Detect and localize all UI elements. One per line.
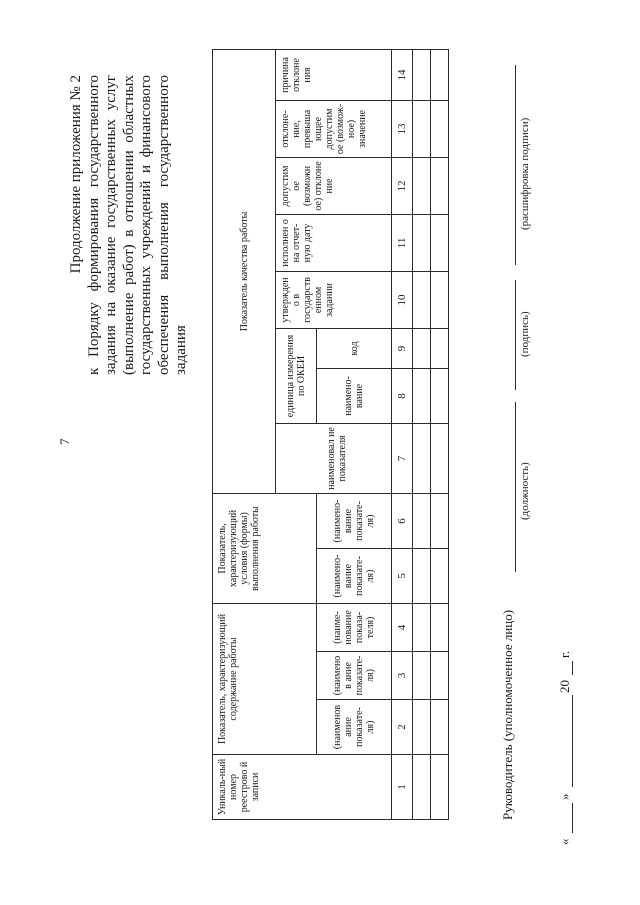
signature-line[interactable] bbox=[515, 280, 516, 390]
empty-cell[interactable] bbox=[431, 157, 449, 214]
header-content-col-2: (наименов ание показате-ля) bbox=[317, 652, 392, 700]
empty-cell[interactable] bbox=[431, 493, 449, 548]
empty-cell[interactable] bbox=[413, 100, 431, 157]
empty-cell[interactable] bbox=[413, 700, 431, 755]
position-line[interactable] bbox=[515, 402, 516, 572]
decode-line[interactable] bbox=[515, 65, 516, 265]
column-number: 5 bbox=[392, 548, 413, 603]
table-row bbox=[413, 49, 431, 819]
column-number: 14 bbox=[392, 49, 413, 100]
header-quality-group: Показатель качества работы bbox=[213, 49, 276, 493]
column-number: 1 bbox=[392, 755, 413, 820]
header-unit-name: наимено-вание bbox=[317, 368, 392, 423]
report-table bbox=[212, 49, 449, 820]
empty-cell[interactable] bbox=[413, 271, 431, 328]
empty-cell[interactable] bbox=[413, 423, 431, 493]
column-number: 8 bbox=[392, 368, 413, 423]
column-number: 10 bbox=[392, 271, 413, 328]
column-number: 6 bbox=[392, 493, 413, 548]
header-reason: причина отклоне ния bbox=[276, 49, 392, 100]
date-suffix: г. bbox=[557, 650, 572, 658]
header-approved: утвержден о в государств енном задании bbox=[276, 271, 392, 328]
header-unique-record: Уникаль-ный номер реестрово й записи bbox=[213, 755, 392, 820]
date-open-quote: « bbox=[557, 838, 572, 845]
date-year-line[interactable] bbox=[572, 661, 573, 675]
empty-cell[interactable] bbox=[431, 271, 449, 328]
column-number: 13 bbox=[392, 100, 413, 157]
appendix-header bbox=[68, 75, 191, 375]
date-month-line[interactable] bbox=[572, 695, 573, 787]
date-day-line[interactable] bbox=[572, 803, 573, 833]
column-number: 12 bbox=[392, 157, 413, 214]
column-number: 3 bbox=[392, 652, 413, 700]
column-number: 7 bbox=[392, 423, 413, 493]
column-number: 2 bbox=[392, 700, 413, 755]
signature-caption: (подпись) bbox=[519, 311, 531, 357]
column-number: 11 bbox=[392, 214, 413, 271]
header-allowed-deviation: допустим ое (возможн ое) отклоне ние bbox=[276, 157, 392, 214]
empty-cell[interactable] bbox=[413, 493, 431, 548]
decode-caption: (расшифровка подписи) bbox=[519, 117, 531, 230]
header-content-col-3: (наиме-нование показа-теля) bbox=[317, 603, 392, 651]
empty-cell[interactable] bbox=[431, 49, 449, 100]
column-number: 4 bbox=[392, 603, 413, 651]
empty-cell[interactable] bbox=[431, 603, 449, 651]
empty-cell[interactable] bbox=[431, 328, 449, 368]
empty-cell[interactable] bbox=[431, 100, 449, 157]
empty-cell[interactable] bbox=[413, 755, 431, 820]
table-row bbox=[431, 49, 449, 819]
empty-cell[interactable] bbox=[431, 368, 449, 423]
date-year-prefix: 20 bbox=[557, 680, 572, 693]
empty-cell[interactable] bbox=[431, 755, 449, 820]
empty-cell[interactable] bbox=[413, 49, 431, 100]
header-excess-deviation: отклоне-ние, превыша ющее допустим ое (возмож-ное) значение bbox=[276, 100, 392, 157]
empty-cell[interactable] bbox=[413, 652, 431, 700]
empty-cell[interactable] bbox=[413, 328, 431, 368]
header-indicator-name: наименовал ие показателя bbox=[276, 423, 392, 493]
header-content-col-1: (наименов ание показате-ля) bbox=[317, 700, 392, 755]
position-caption: (должность) bbox=[519, 462, 531, 520]
empty-cell[interactable] bbox=[431, 423, 449, 493]
header-executed: исполнен о на отчет-ную дату bbox=[276, 214, 392, 271]
header-unit-group: единица измерения по ОКЕИ bbox=[276, 328, 317, 423]
header-content-group: Показатель, характеризующий содержание работы bbox=[213, 603, 317, 754]
appendix-title: Продолжение приложения № 2 bbox=[68, 75, 84, 274]
header-conditions-col-1: (наимено-вание показате-ля) bbox=[317, 548, 392, 603]
empty-cell[interactable] bbox=[431, 652, 449, 700]
empty-cell[interactable] bbox=[431, 214, 449, 271]
header-unit-code: код bbox=[317, 328, 392, 368]
header-conditions-col-2: (наимено-вание показате-ля) bbox=[317, 493, 392, 548]
header-conditions-group: Показатель, характеризующий условия (формы) выполнения работы bbox=[213, 493, 317, 603]
head-label: Руководитель (уполномоченное лицо) bbox=[500, 609, 515, 820]
date-close-quote: » bbox=[557, 793, 572, 800]
empty-cell[interactable] bbox=[431, 700, 449, 755]
empty-cell[interactable] bbox=[431, 548, 449, 603]
empty-cell[interactable] bbox=[413, 368, 431, 423]
empty-cell[interactable] bbox=[413, 157, 431, 214]
empty-cell[interactable] bbox=[413, 603, 431, 651]
column-number: 9 bbox=[392, 328, 413, 368]
appendix-text: к Порядку формирования государственного задания на оказание государственных услуг (выполнение работ) в отношении областных государственных учреждений и финансового обеспечения выполнения государственного задания bbox=[85, 75, 189, 375]
empty-cell[interactable] bbox=[413, 214, 431, 271]
empty-cell[interactable] bbox=[413, 548, 431, 603]
page-number: 7 bbox=[57, 438, 72, 445]
